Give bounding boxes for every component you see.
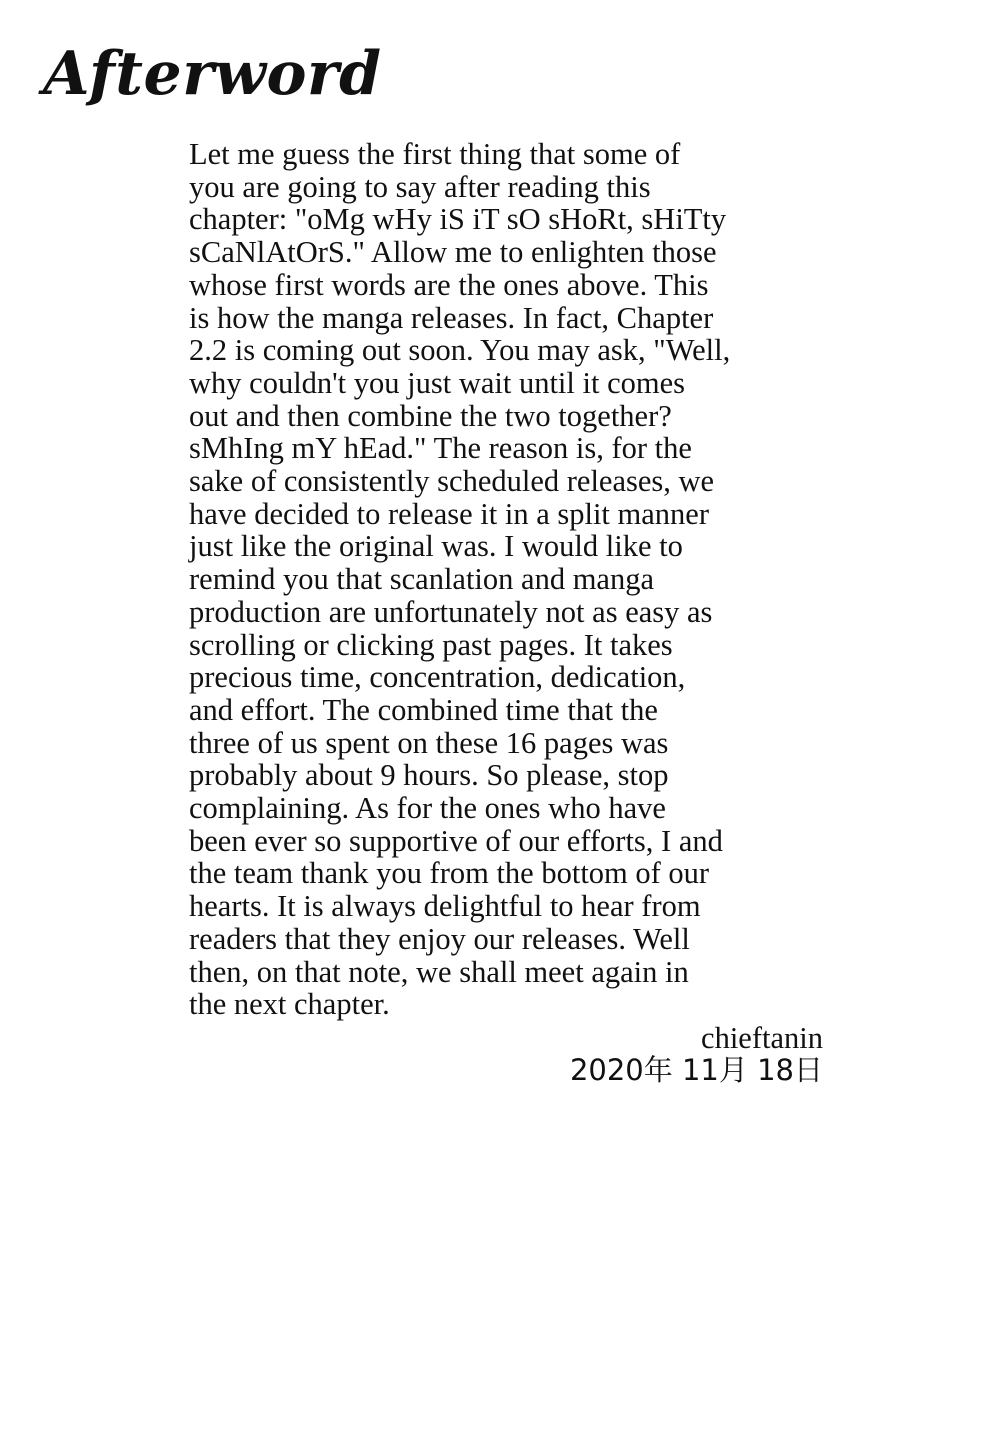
body-line: out and then combine the two together? bbox=[189, 398, 672, 433]
body-line: 2.2 is coming out soon. You may ask, "Well, bbox=[189, 333, 731, 368]
body-line: why couldn't you just wait until it comes bbox=[189, 365, 685, 400]
body-line: sCaNlAtOrS." Allow me to enlighten those bbox=[189, 235, 717, 270]
body-line: precious time, concentration, dedication, bbox=[189, 660, 686, 695]
date: 2020年 11月 18日 bbox=[569, 1053, 823, 1087]
signature: chieftanin bbox=[701, 1021, 823, 1055]
body-line: the team thank you from the bottom of our bbox=[189, 856, 710, 891]
body-line: probably about 9 hours. So please, stop bbox=[189, 758, 669, 793]
body-line: and effort. The combined time that the bbox=[189, 692, 658, 727]
body-line: been ever so supportive of our efforts, I and bbox=[189, 823, 723, 858]
body-line: you are going to say after reading this bbox=[189, 169, 651, 204]
page-title: Afterword bbox=[43, 39, 382, 109]
body-line: readers that they enjoy our releases. Well bbox=[189, 921, 690, 956]
body-line: the next chapter. bbox=[189, 987, 390, 1022]
body-line: just like the original was. I would like to bbox=[189, 529, 683, 564]
body-line: sMhIng mY hEad." The reason is, for the bbox=[189, 431, 692, 466]
body-line: production are unfortunately not as easy as bbox=[189, 594, 713, 629]
afterword-body bbox=[189, 138, 839, 1021]
body-line: Let me guess the first thing that some of bbox=[189, 137, 681, 171]
body-line: complaining. As for the ones who have bbox=[189, 791, 666, 826]
body-line: then, on that note, we shall meet again in bbox=[189, 954, 689, 989]
body-line: remind you that scanlation and manga bbox=[189, 562, 654, 597]
body-line: hearts. It is always delightful to hear from bbox=[189, 889, 701, 924]
body-line: whose first words are the ones above. This bbox=[189, 267, 709, 302]
body-line: three of us spent on these 16 pages was bbox=[189, 725, 669, 760]
body-line: scrolling or clicking past pages. It takes bbox=[189, 627, 673, 662]
body-line: sake of consistently scheduled releases, we bbox=[189, 464, 715, 499]
body-line: have decided to release it in a split manner bbox=[189, 496, 709, 531]
body-line: chapter: "oMg wHy iS iT sO sHoRt, sHiTty bbox=[189, 202, 727, 237]
body-line: is how the manga releases. In fact, Chapter bbox=[189, 300, 714, 335]
